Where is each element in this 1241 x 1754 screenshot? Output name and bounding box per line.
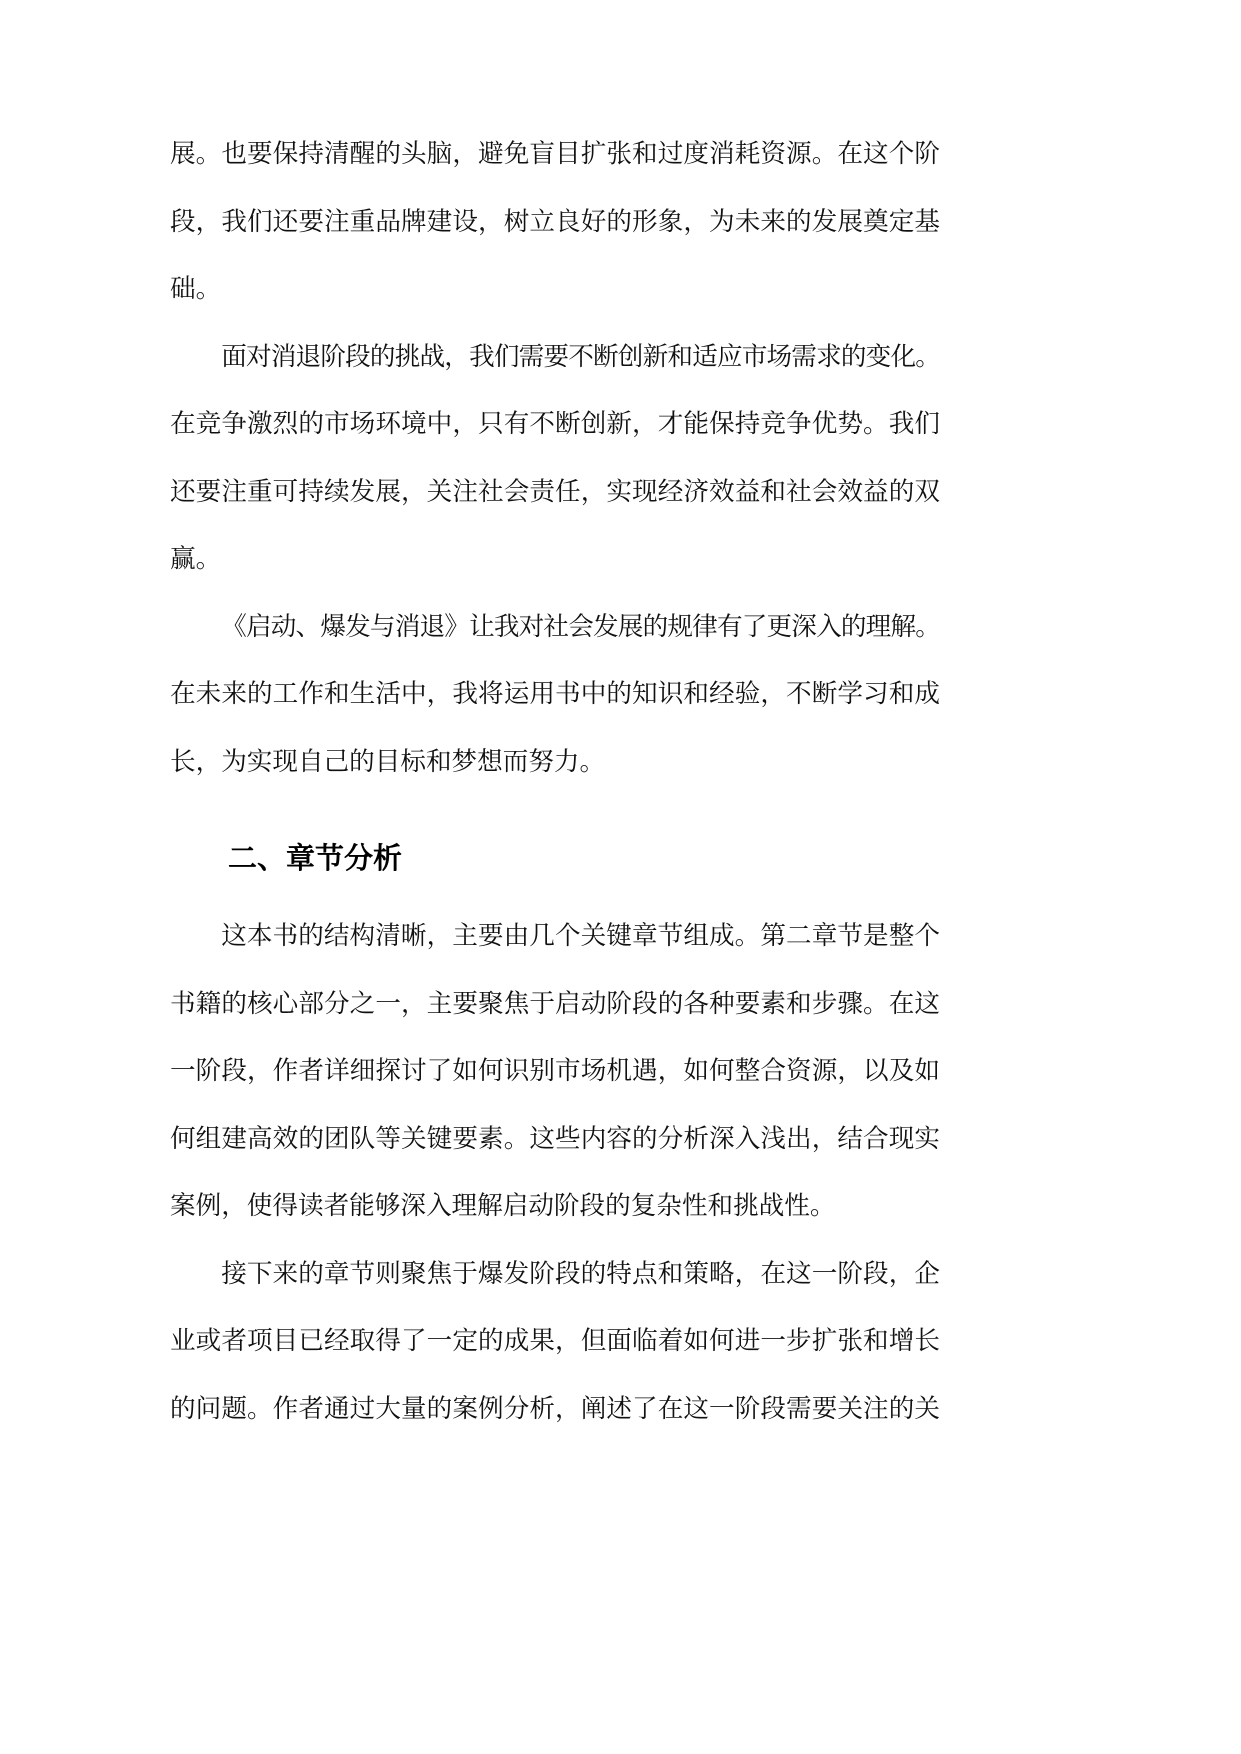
text-line: 础。 xyxy=(170,274,222,304)
text-line: 《启动、爆发与消退》让我对社会发展的规律有了更深入的理解。 xyxy=(221,611,940,642)
paragraph xyxy=(170,594,940,797)
text-line: 长，为实现自己的目标和梦想而努力。 xyxy=(170,746,606,777)
paragraph xyxy=(170,324,940,594)
text-line: 的问题。作者通过大量的案例分析，阐述了在这一阶段需要关注的关 xyxy=(170,1393,940,1424)
text-line: 赢。 xyxy=(170,544,222,574)
text-line: 案例，使得读者能够深入理解启动阶段的复杂性和挑战性。 xyxy=(170,1191,836,1221)
paragraph xyxy=(170,1241,940,1444)
text-line: 一阶段，作者详细探讨了如何识别市场机遇，如何整合资源，以及如 xyxy=(170,1056,940,1086)
paragraph xyxy=(170,903,940,1241)
text-line: 业或者项目已经取得了一定的成果，但面临着如何进一步扩张和增长 xyxy=(170,1326,940,1356)
text-line: 在未来的工作和生活中，我将运用书中的知识和经验，不断学习和成 xyxy=(170,679,940,709)
text-line: 书籍的核心部分之一，主要聚焦于启动阶段的各种要素和步骤。在这 xyxy=(170,988,940,1019)
text-line: 这本书的结构清晰，主要由几个关键章节组成。第二章节是整个 xyxy=(221,921,940,951)
section-heading: 二、章节分析 xyxy=(228,841,403,875)
text-line: 展。也要保持清醒的头脑，避免盲目扩张和过度消耗资源。在这个阶 xyxy=(170,139,940,169)
section-body xyxy=(170,903,940,1443)
document-body xyxy=(170,121,940,1443)
text-line: 段，我们还要注重品牌建设，树立良好的形象，为未来的发展奠定基 xyxy=(170,206,940,237)
text-line: 面对消退阶段的挑战，我们需要不断创新和适应市场需求的变化。 xyxy=(221,341,940,372)
text-line: 接下来的章节则聚焦于爆发阶段的特点和策略，在这一阶段，企 xyxy=(221,1258,940,1289)
text-line: 还要注重可持续发展，关注社会责任，实现经济效益和社会效益的双 xyxy=(170,476,940,507)
paragraph xyxy=(170,121,940,324)
text-line: 何组建高效的团队等关键要素。这些内容的分析深入浅出，结合现实 xyxy=(170,1123,940,1154)
text-line: 在竞争激烈的市场环境中，只有不断创新，才能保持竞争优势。我们 xyxy=(170,409,940,439)
